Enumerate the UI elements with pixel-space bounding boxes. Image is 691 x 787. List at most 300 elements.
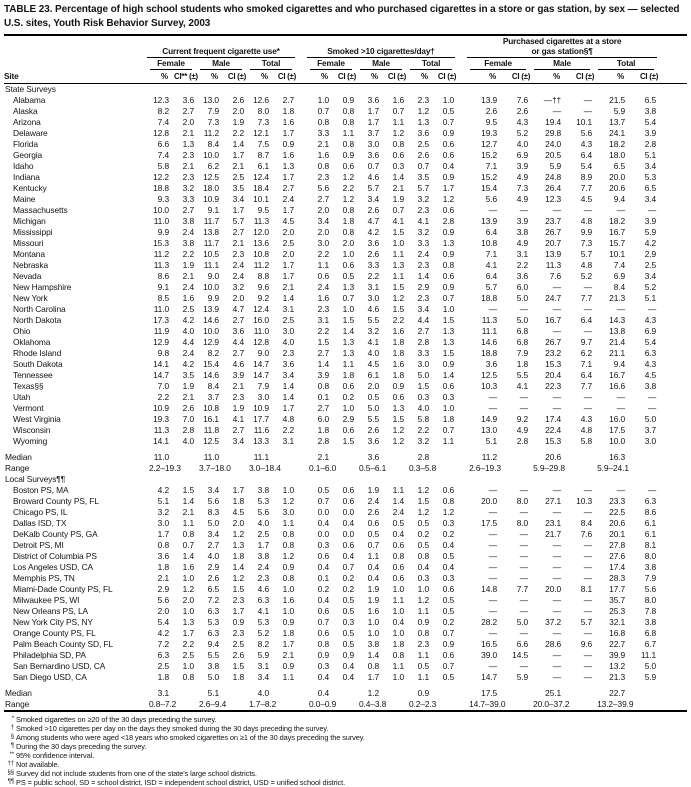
data-row bbox=[4, 139, 687, 150]
value-cell: 4.6 bbox=[257, 584, 269, 594]
value-cell: — bbox=[583, 304, 593, 314]
site-cell: Broward County PS, FL bbox=[13, 496, 99, 506]
value-cell: 2.6 bbox=[367, 507, 379, 517]
footnote: ¶¶ PS = public school, SD = school district, ISD = independent school district, USD = unified school district. bbox=[7, 778, 346, 787]
gap-cell bbox=[296, 304, 306, 315]
value-cell: 2.0 bbox=[282, 227, 294, 237]
site-cell: North Carolina bbox=[13, 304, 66, 314]
value-cell: 1.8 bbox=[392, 337, 404, 347]
value-cell: 5.9 bbox=[257, 650, 269, 660]
value-cell: — bbox=[552, 326, 562, 336]
value-cell: 17.7 bbox=[253, 414, 269, 424]
value-cell: 1.3 bbox=[442, 238, 455, 248]
value-cell: 4.4 bbox=[232, 337, 244, 347]
spacer-cell bbox=[658, 436, 687, 447]
value-cell: 0.8 bbox=[442, 260, 455, 270]
value-cell: 2.2 bbox=[317, 326, 329, 336]
value-cell: 12.3 bbox=[545, 194, 562, 204]
value-cell: 3.3 bbox=[417, 238, 429, 248]
value-cell: 5.9 bbox=[549, 161, 562, 171]
pct-header: % bbox=[196, 70, 224, 84]
value-cell: 6.1 bbox=[644, 518, 657, 528]
value-cell: 10.0 bbox=[203, 150, 219, 160]
footnote: §§ Survey did not include students from one of the state's large school districts. bbox=[7, 769, 257, 778]
value-cell: — bbox=[552, 507, 562, 517]
value-cell: 19.4 bbox=[545, 117, 562, 127]
value-cell: 2.2 bbox=[317, 249, 329, 259]
value-cell: 3.6 bbox=[157, 551, 169, 561]
value-cell: 4.5 bbox=[282, 216, 294, 226]
value-cell: 2.7 bbox=[232, 348, 244, 358]
value-cell: 0.9 bbox=[442, 227, 455, 237]
value-cell: 1.2 bbox=[342, 172, 354, 182]
ci-header: CI (±) bbox=[334, 70, 356, 84]
site-cell: Texas§§ bbox=[13, 381, 44, 391]
value-cell: 1.2 bbox=[392, 128, 404, 138]
gap-cell bbox=[456, 661, 466, 672]
value-cell: 17.3 bbox=[153, 315, 169, 325]
value-cell: 1.1 bbox=[392, 661, 404, 671]
value-cell: 1.5 bbox=[182, 485, 194, 495]
site-cell: Missouri bbox=[13, 238, 44, 248]
value-cell: 0.5 bbox=[442, 551, 455, 561]
value-cell: 0.5 bbox=[417, 540, 429, 550]
value-cell: 18.0 bbox=[609, 150, 626, 160]
value-cell: 2.7 bbox=[317, 348, 329, 358]
value-cell: 3.2 bbox=[417, 227, 429, 237]
value-cell: 2.1 bbox=[182, 392, 194, 402]
value-cell: 2.5 bbox=[257, 529, 269, 539]
value-cell: — bbox=[552, 392, 562, 402]
value-cell: 2.6 bbox=[182, 403, 194, 413]
value-cell: 20.6 bbox=[609, 183, 626, 193]
value-cell: 0.9 bbox=[442, 639, 455, 649]
value-cell: 11.1 bbox=[481, 326, 498, 336]
gap-cell bbox=[456, 463, 466, 474]
ci-header: CI (±) bbox=[434, 70, 456, 84]
value-cell: 2.5 bbox=[232, 639, 244, 649]
value-cell: 1.2 bbox=[342, 194, 354, 204]
range-value: 20.0–37.2 bbox=[533, 699, 570, 709]
value-cell: 4.5 bbox=[580, 194, 593, 204]
value-cell: 0.5 bbox=[442, 672, 455, 682]
gap-cell bbox=[296, 139, 306, 150]
site-cell: Arizona bbox=[13, 117, 41, 127]
value-cell: 1.0 bbox=[417, 584, 429, 594]
value-cell: 1.5 bbox=[232, 584, 244, 594]
gap-cell bbox=[456, 639, 466, 650]
median-empty bbox=[224, 452, 246, 463]
value-cell: 5.5 bbox=[367, 315, 379, 325]
value-cell: 1.7 bbox=[442, 183, 455, 193]
site-cell: Mississippi bbox=[13, 227, 53, 237]
value-cell: 12.9 bbox=[203, 337, 219, 347]
range-value: 3.0–18.4 bbox=[249, 463, 281, 473]
gap-cell bbox=[456, 628, 466, 639]
value-cell: 13.0 bbox=[481, 425, 498, 435]
value-cell: 2.3 bbox=[417, 293, 429, 303]
value-cell: 0.6 bbox=[342, 485, 354, 495]
value-cell: 3.3 bbox=[367, 260, 379, 270]
group-header-purchased bbox=[466, 37, 658, 58]
value-cell: 21.3 bbox=[609, 293, 626, 303]
gap-cell bbox=[456, 540, 466, 551]
value-cell: 4.0 bbox=[282, 337, 294, 347]
value-cell: 0.3 bbox=[392, 161, 404, 171]
value-cell: 5.1 bbox=[644, 150, 657, 160]
data-row bbox=[4, 639, 687, 650]
value-cell: 5.4 bbox=[644, 337, 657, 347]
value-cell: — bbox=[488, 403, 498, 413]
spacer-cell bbox=[658, 573, 687, 584]
spacer-cell bbox=[658, 496, 687, 507]
value-cell: 2.6 bbox=[367, 425, 379, 435]
value-cell: 1.0 bbox=[442, 403, 455, 413]
value-cell: 6.4 bbox=[580, 370, 593, 380]
value-cell: 7.9 bbox=[644, 573, 657, 583]
footnotes bbox=[4, 715, 687, 787]
value-cell: 21.7 bbox=[545, 529, 562, 539]
data-row bbox=[4, 573, 687, 584]
value-cell: 26.7 bbox=[545, 337, 562, 347]
value-cell: 1.3 bbox=[342, 337, 354, 347]
median-empty bbox=[274, 452, 296, 463]
gap-cell bbox=[296, 639, 306, 650]
value-cell: 20.1 bbox=[609, 529, 626, 539]
gap-cell bbox=[456, 414, 466, 425]
spacer-cell bbox=[658, 452, 687, 463]
value-cell: 7.3 bbox=[580, 238, 593, 248]
value-cell: 12.0 bbox=[253, 227, 269, 237]
value-cell: 0.6 bbox=[342, 425, 354, 435]
value-cell: 15.4 bbox=[481, 183, 498, 193]
value-cell: — bbox=[616, 392, 626, 402]
value-cell: 3.8 bbox=[516, 227, 529, 237]
median-empty bbox=[174, 688, 196, 699]
value-cell: 15.3 bbox=[545, 436, 562, 446]
data-row bbox=[4, 117, 687, 128]
spacer-cell bbox=[658, 650, 687, 661]
median-value: 22.7 bbox=[609, 688, 626, 698]
value-cell: 1.1 bbox=[367, 551, 379, 561]
value-cell: 1.4 bbox=[317, 359, 329, 369]
value-cell: 3.6 bbox=[367, 150, 379, 160]
value-cell: — bbox=[616, 485, 626, 495]
value-cell: 3.2 bbox=[417, 194, 429, 204]
value-cell: 2.8 bbox=[182, 425, 194, 435]
spacer-cell bbox=[658, 688, 687, 699]
value-cell: 1.0 bbox=[392, 628, 404, 638]
value-cell: 6.4 bbox=[580, 315, 593, 325]
value-cell: 9.4 bbox=[207, 639, 219, 649]
data-row bbox=[4, 172, 687, 183]
value-cell: 1.4 bbox=[367, 650, 379, 660]
value-cell: 1.0 bbox=[442, 304, 455, 314]
value-cell: 2.3 bbox=[417, 205, 429, 215]
ci-header: CI (±) bbox=[630, 70, 658, 84]
value-cell: 27.1 bbox=[545, 496, 562, 506]
value-cell: 4.1 bbox=[232, 414, 244, 424]
value-cell: 1.2 bbox=[392, 425, 404, 435]
value-cell: 1.3 bbox=[442, 337, 455, 347]
value-cell: 0.8 bbox=[282, 540, 294, 550]
site-cell: Utah bbox=[13, 392, 31, 402]
data-row bbox=[4, 183, 687, 194]
value-cell: 21.4 bbox=[609, 337, 626, 347]
value-cell: 3.6 bbox=[282, 359, 294, 369]
value-cell: 5.6 bbox=[317, 183, 329, 193]
value-cell: 0.5 bbox=[342, 595, 354, 605]
value-cell: 7.4 bbox=[613, 260, 626, 270]
value-cell: 5.6 bbox=[580, 128, 593, 138]
value-cell: 7.6 bbox=[549, 271, 562, 281]
value-cell: — bbox=[519, 551, 529, 561]
value-cell: 6.4 bbox=[580, 150, 593, 160]
spacer-cell bbox=[658, 139, 687, 150]
data-row bbox=[4, 562, 687, 573]
gap-cell bbox=[296, 699, 306, 711]
ci-header: CI (±) bbox=[384, 70, 406, 84]
spacer-cell bbox=[658, 403, 687, 414]
value-cell: 7.8 bbox=[644, 606, 657, 616]
value-cell: 0.5 bbox=[317, 485, 329, 495]
gap-cell bbox=[456, 282, 466, 293]
value-cell: 8.2 bbox=[257, 639, 269, 649]
gap-cell bbox=[296, 172, 306, 183]
ci-header: CI (±) bbox=[274, 70, 296, 84]
value-cell: 2.3 bbox=[317, 172, 329, 182]
data-row bbox=[4, 507, 687, 518]
value-cell: 3.1 bbox=[282, 436, 294, 446]
value-cell: 4.3 bbox=[516, 117, 529, 127]
data-row bbox=[4, 595, 687, 606]
value-cell: 12.3 bbox=[153, 95, 169, 105]
value-cell: 7.9 bbox=[516, 348, 529, 358]
value-cell: 2.7 bbox=[282, 183, 294, 193]
value-cell: 2.8 bbox=[317, 436, 329, 446]
value-cell: 0.6 bbox=[442, 650, 455, 660]
value-cell: 2.0 bbox=[232, 106, 244, 116]
value-cell: 18.4 bbox=[253, 183, 269, 193]
value-cell: 23.3 bbox=[609, 496, 626, 506]
footnote: ¶ During the 30 days preceding the survey. bbox=[10, 742, 147, 751]
data-row bbox=[4, 381, 687, 392]
value-cell: 4.8 bbox=[580, 425, 593, 435]
spacer-cell bbox=[658, 370, 687, 381]
value-cell: 0.7 bbox=[392, 205, 404, 215]
site-cell: Boston PS, MA bbox=[13, 485, 69, 495]
gap-cell bbox=[296, 628, 306, 639]
value-cell: 10.0 bbox=[203, 282, 219, 292]
section-header: Local Surveys¶¶ bbox=[5, 474, 66, 484]
value-cell: — bbox=[583, 562, 593, 572]
gap-cell bbox=[296, 672, 306, 683]
median-empty bbox=[334, 452, 356, 463]
value-cell: 2.1 bbox=[182, 161, 194, 171]
value-cell: — bbox=[647, 392, 657, 402]
value-cell: 2.1 bbox=[232, 161, 244, 171]
value-cell: 9.6 bbox=[580, 639, 593, 649]
gap-cell bbox=[456, 496, 466, 507]
value-cell: 1.3 bbox=[442, 326, 455, 336]
value-cell: 14.1 bbox=[153, 359, 169, 369]
value-cell: 1.3 bbox=[392, 260, 404, 270]
gap-cell bbox=[296, 518, 306, 529]
data-row bbox=[4, 260, 687, 271]
data-row bbox=[4, 584, 687, 595]
value-cell: 0.9 bbox=[282, 661, 294, 671]
value-cell: 3.8 bbox=[644, 381, 657, 391]
value-cell: — bbox=[552, 628, 562, 638]
value-cell: 0.5 bbox=[417, 518, 429, 528]
value-cell: 3.1 bbox=[257, 661, 269, 671]
value-cell: 8.4 bbox=[613, 282, 626, 292]
gap-cell bbox=[456, 452, 466, 463]
value-cell: 3.0 bbox=[282, 326, 294, 336]
data-row bbox=[4, 161, 687, 172]
value-cell: 0.5 bbox=[367, 392, 379, 402]
gap-cell bbox=[456, 529, 466, 540]
spacer-cell bbox=[658, 392, 687, 403]
range-value: 0.5–6.1 bbox=[359, 463, 387, 473]
spacer-cell bbox=[658, 414, 687, 425]
gap-cell bbox=[296, 106, 306, 117]
value-cell: — bbox=[488, 392, 498, 402]
value-cell: 17.5 bbox=[609, 425, 626, 435]
value-cell: 3.0 bbox=[417, 359, 429, 369]
value-cell: 10.1 bbox=[253, 194, 269, 204]
range-value: 2.6–9.4 bbox=[199, 699, 227, 709]
value-cell: 1.1 bbox=[392, 485, 404, 495]
site-cell: Nevada bbox=[13, 271, 42, 281]
value-cell: 0.9 bbox=[442, 282, 455, 292]
site-cell: Palm Beach County SD, FL bbox=[13, 639, 114, 649]
value-cell: 1.5 bbox=[232, 661, 244, 671]
value-cell: 3.4 bbox=[644, 271, 657, 281]
value-cell: 0.8 bbox=[157, 540, 169, 550]
value-cell: 7.9 bbox=[257, 381, 269, 391]
site-cell: Rhode Island bbox=[13, 348, 62, 358]
gap-cell bbox=[456, 650, 466, 661]
value-cell: 2.4 bbox=[392, 507, 404, 517]
range-value: 2.2–19.3 bbox=[149, 463, 181, 473]
value-cell: 0.6 bbox=[317, 271, 329, 281]
value-cell: — bbox=[583, 205, 593, 215]
value-cell: 6.3 bbox=[257, 595, 269, 605]
spacer-cell bbox=[658, 359, 687, 370]
value-cell: 1.2 bbox=[417, 485, 429, 495]
value-cell: 4.0 bbox=[207, 551, 219, 561]
value-cell: 10.0 bbox=[203, 326, 219, 336]
value-cell: 3.4 bbox=[232, 194, 244, 204]
value-cell: 2.5 bbox=[182, 304, 194, 314]
value-cell: — bbox=[488, 562, 498, 572]
site-cell: Idaho bbox=[13, 161, 34, 171]
data-row bbox=[4, 436, 687, 447]
spacer-cell bbox=[658, 183, 687, 194]
data-row bbox=[4, 337, 687, 348]
median-empty bbox=[630, 688, 658, 699]
spacer-cell bbox=[658, 540, 687, 551]
value-cell: 1.3 bbox=[282, 161, 294, 171]
value-cell: 8.2 bbox=[207, 348, 219, 358]
median-value: 3.1 bbox=[157, 688, 169, 698]
value-cell: 18.8 bbox=[481, 293, 498, 303]
value-cell: 2.7 bbox=[317, 403, 329, 413]
value-cell: 22.7 bbox=[609, 639, 626, 649]
gap-cell bbox=[296, 370, 306, 381]
gap-cell bbox=[456, 106, 466, 117]
site-cell: San Diego USD, CA bbox=[13, 672, 87, 682]
gap-cell bbox=[456, 337, 466, 348]
value-cell: 3.2 bbox=[367, 326, 379, 336]
spacer-cell bbox=[658, 337, 687, 348]
value-cell: — bbox=[519, 562, 529, 572]
value-cell: 5.1 bbox=[644, 293, 657, 303]
gap-cell bbox=[456, 128, 466, 139]
value-cell: 1.2 bbox=[442, 194, 455, 204]
value-cell: 1.7 bbox=[282, 271, 294, 281]
value-cell: 2.6 bbox=[417, 150, 429, 160]
value-cell: 1.8 bbox=[442, 414, 455, 424]
value-cell: 0.6 bbox=[442, 485, 455, 495]
gap-cell bbox=[456, 293, 466, 304]
gap-cell bbox=[296, 562, 306, 573]
value-cell: 2.2 bbox=[232, 128, 244, 138]
value-cell: 2.4 bbox=[232, 260, 244, 270]
value-cell: 0.3 bbox=[317, 661, 329, 671]
value-cell: 0.1 bbox=[317, 573, 329, 583]
value-cell: 1.5 bbox=[342, 315, 354, 325]
value-cell: 1.2 bbox=[232, 529, 244, 539]
value-cell: 0.6 bbox=[442, 381, 455, 391]
range-value: 1.7–8.2 bbox=[249, 699, 277, 709]
value-cell: 1.8 bbox=[157, 562, 169, 572]
value-cell: 6.0 bbox=[516, 282, 529, 292]
value-cell: 2.4 bbox=[182, 348, 194, 358]
site-cell: West Virginia bbox=[13, 414, 61, 424]
value-cell: 5.0 bbox=[417, 370, 429, 380]
value-cell: 0.8 bbox=[417, 628, 429, 638]
value-cell: 0.5 bbox=[417, 661, 429, 671]
data-row bbox=[4, 425, 687, 436]
data-row bbox=[4, 370, 687, 381]
value-cell: 1.2 bbox=[417, 507, 429, 517]
value-cell: 3.1 bbox=[282, 304, 294, 314]
value-cell: 4.3 bbox=[644, 315, 657, 325]
value-cell: 2.6 bbox=[485, 106, 498, 116]
value-cell: 14.7 bbox=[253, 359, 269, 369]
pct-header: % bbox=[466, 70, 502, 84]
value-cell: 1.7 bbox=[282, 403, 294, 413]
value-cell: — bbox=[488, 205, 498, 215]
value-cell: 1.0 bbox=[282, 606, 294, 616]
value-cell: 24.8 bbox=[545, 172, 562, 182]
value-cell: — bbox=[519, 304, 529, 314]
gap-cell bbox=[296, 194, 306, 205]
spacer-cell bbox=[658, 425, 687, 436]
value-cell: 9.2 bbox=[516, 414, 529, 424]
value-cell: 5.9 bbox=[516, 672, 529, 682]
gap-cell bbox=[296, 551, 306, 562]
gap-cell bbox=[456, 507, 466, 518]
value-cell: 12.6 bbox=[253, 95, 269, 105]
value-cell: — bbox=[519, 403, 529, 413]
value-cell: 1.7 bbox=[282, 260, 294, 270]
median-empty bbox=[384, 452, 406, 463]
value-cell: 2.2 bbox=[516, 260, 529, 270]
value-cell: 11.3 bbox=[481, 315, 498, 325]
